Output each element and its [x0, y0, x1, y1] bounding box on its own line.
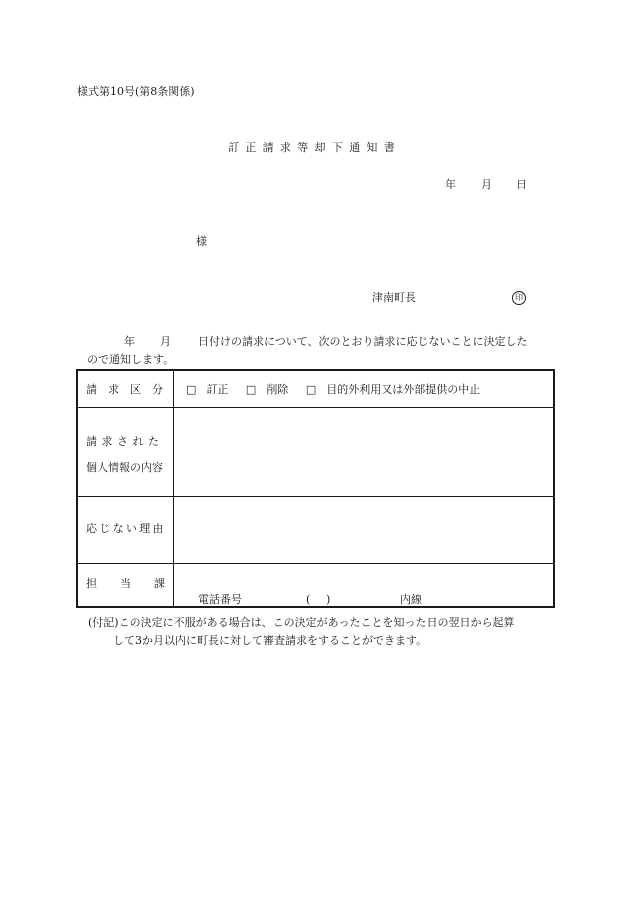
body-text-1: 日付けの請求について、次のとおり請求に応じないことに決定した — [198, 335, 528, 348]
table-row-reason — [78, 497, 553, 564]
date-year-label: 年 — [445, 178, 456, 191]
option-label: 訂正 — [206, 383, 229, 396]
phone-label: 電話番号 — [198, 593, 242, 606]
table-row-content — [78, 408, 553, 497]
section-label: 担当課 — [86, 577, 188, 590]
category-value-cell — [174, 371, 553, 407]
content-label-line-1: 請求された — [86, 435, 164, 448]
reason-label-cell — [78, 497, 174, 563]
notice-body-line-2: ので通知します。 — [87, 353, 175, 366]
section-value-cell[interactable] — [174, 564, 553, 606]
recipient-honorific: 様 — [196, 235, 207, 248]
form-number: 様式第10号(第8条関係) — [77, 85, 195, 98]
option-correction[interactable] — [186, 384, 228, 395]
option-label: 目的外利用又は外部提供の中止 — [326, 383, 481, 396]
option-label: 削除 — [266, 383, 289, 396]
option-deletion[interactable] — [246, 384, 288, 395]
content-label-cell — [78, 408, 174, 496]
date-day-label: 日 — [516, 178, 527, 191]
issuer-name: 津南町長 — [372, 291, 416, 304]
phone-row — [198, 594, 422, 605]
appendix-note-line-1: (付記)この決定に不服がある場合は、この決定があったことを知った日の翌日から起算 — [88, 616, 515, 629]
detail-table — [76, 369, 555, 608]
appendix-note — [88, 614, 554, 650]
content-label-line-2: 個人情報の内容 — [86, 461, 163, 474]
seal-icon: 印 — [512, 291, 526, 305]
extension-label: 内線 — [400, 593, 422, 606]
section-label-cell — [78, 564, 188, 606]
body-year-label: 年 — [124, 335, 135, 348]
notice-body — [87, 333, 553, 369]
notice-body-line-1 — [87, 333, 553, 351]
checkbox-icon[interactable]: □ — [186, 383, 197, 396]
category-label-cell — [78, 371, 174, 407]
table-row-section — [78, 564, 553, 606]
option-suspension[interactable] — [306, 384, 480, 395]
content-value-cell[interactable] — [174, 408, 553, 496]
body-month-label: 月 — [160, 335, 171, 348]
phone-paren-open: ( — [306, 593, 311, 606]
category-label: 請求区分 — [86, 383, 174, 396]
document-title: 訂正請求等却下通知書 — [228, 141, 401, 154]
appendix-note-line-2: して3か月以内に町長に対して審査請求をすることができます。 — [113, 634, 428, 647]
phone-paren-close: ) — [326, 593, 331, 606]
checkbox-icon[interactable]: □ — [305, 383, 317, 396]
date-month-label: 月 — [481, 178, 492, 191]
table-row-category — [78, 371, 553, 408]
checkbox-icon[interactable]: □ — [245, 383, 257, 396]
reason-value-cell[interactable] — [174, 497, 553, 563]
category-option-list — [186, 384, 494, 395]
reason-label: 応じない理由 — [86, 522, 166, 535]
